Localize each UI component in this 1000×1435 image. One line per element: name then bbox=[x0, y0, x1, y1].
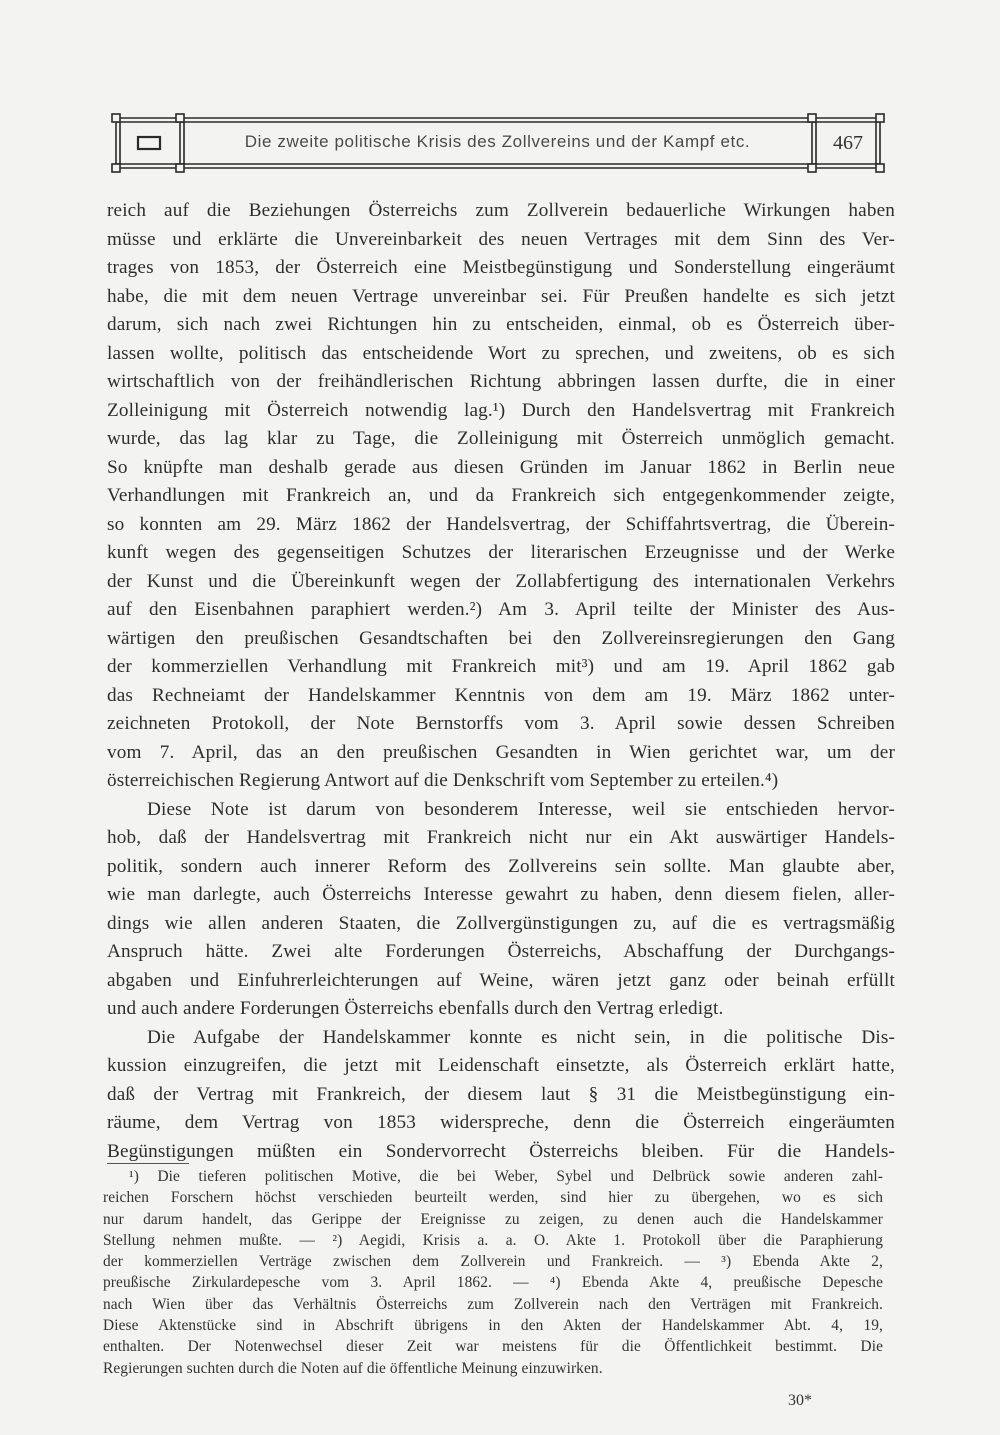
header-title: Die zweite politische Krisis des Zollvereins und der Kampf etc. bbox=[244, 132, 751, 151]
text-line: Diese Note ist darum von besonderem Interesse, weil sie entschieden hervor- bbox=[147, 798, 895, 820]
text-line: österreichischen Regierung Antwort auf die Denkschrift vom September zu erteilen.⁴) bbox=[107, 770, 779, 791]
body-text bbox=[107, 197, 895, 1166]
text-line: darum, sich nach zwei Richtungen hin zu entscheiden, einmal, ob es Österreich über- bbox=[107, 314, 895, 335]
text-line: vom 7. April, das an den preußischen Gesandten in Wien gerichtet war, um der bbox=[107, 741, 895, 763]
text-line: kunft wegen des gegenseitigen Schutzes der literarischen Erzeugnisse und der Werke bbox=[107, 542, 895, 563]
footnote-line: nur darum handelt, das Gerippe der Ereignisse zu zeigen, zu denen auch die Handelskammer bbox=[103, 1210, 883, 1228]
signature-mark: 30* bbox=[788, 1392, 812, 1409]
text-line: der Kunst und die Übereinkunft wegen der Zollabfertigung des internationalen Verkehrs bbox=[107, 570, 895, 592]
text-line: lassen wollte, politisch das entscheidende Wort zu sprechen, und zweitens, ob es sich bbox=[107, 342, 895, 364]
footnotes bbox=[103, 1166, 883, 1379]
text-line: hob, daß der Handelsvertrag mit Frankreich nicht nur ein Akt auswärtiger Handels- bbox=[107, 827, 895, 848]
text-line: wurde, das lag klar zu Tage, die Zolleinigung mit Österreich unmöglich gemacht. bbox=[107, 428, 895, 449]
text-line: räume, dem Vertrag von 1853 widerspreche, denn die Österreich eingeräumten bbox=[107, 1112, 895, 1133]
footnote-line: ¹) Die tieferen politischen Motive, die bei Weber, Sybel und Delbrück sowie anderen zahl- bbox=[129, 1168, 883, 1185]
text-line: Zolleinigung mit Österreich notwendig lag.¹) Durch den Handelsvertrag mit Frankreich bbox=[107, 399, 895, 421]
footnote-line: nach Wien über das Verhältnis Österreichs zum Zollverein nach den Verträgen mit Frankreich. bbox=[103, 1295, 883, 1313]
text-line: habe, die mit dem neuen Vertrage unvereinbar sei. Für Preußen handelte es sich jetzt bbox=[107, 285, 895, 307]
text-line: So knüpfte man deshalb gerade aus diesen Gründen im Januar 1862 in Berlin neue bbox=[107, 456, 895, 478]
text-line: politik, sondern auch innerer Reform des Zollvereins sein sollte. Man glaubte aber, bbox=[107, 855, 895, 877]
text-line: abgaben und Einfuhrerleichterungen auf Weine, wären jetzt ganz oder beinah erfüllt bbox=[107, 969, 895, 991]
text-line: wie man darlegte, auch Österreichs Interesse gewahrt zu haben, denn diesem fielen, aller- bbox=[107, 884, 895, 905]
text-line: das Rechneiamt der Handelskammer Kenntnis von dem am 19. März 1862 unter- bbox=[107, 684, 895, 706]
footnote-line: Regierungen suchten durch die Noten auf die öffentliche Meinung einzuwirken. bbox=[103, 1359, 603, 1377]
footnote-line: Stellung nehmen mußte. — ²) Aegidi, Krisis a. a. O. Akte 1. Protokoll über die Paraphierung bbox=[103, 1231, 883, 1249]
footnote-rule bbox=[107, 1163, 189, 1164]
text-line: zeichneten Protokoll, der Note Bernstorffs vom 3. April sowie dessen Schreiben bbox=[107, 713, 895, 734]
footnote-line: enthalten. Der Notenwechsel dieser Zeit war meistens für die Öffentlichkeit bestimmt. Die bbox=[103, 1338, 883, 1356]
footnote-line: reichen Forschern höchst verschieden beurteilt werden, sind hier zu übergehen, wo es sich bbox=[103, 1189, 883, 1207]
text-line: der kommerziellen Verhandlung mit Frankreich mit³) und am 19. April 1862 gab bbox=[107, 656, 895, 677]
text-line: auf den Eisenbahnen paraphiert werden.²) Am 3. April teilte der Minister des Aus- bbox=[107, 599, 895, 620]
text-line: kussion einzugreifen, die jetzt mit Leidenschaft einsetzte, als Österreich erklärt hatte, bbox=[107, 1055, 895, 1076]
page-number: 467 bbox=[833, 132, 863, 154]
text-line: wärtigen den preußischen Gesandtschaften bei den Zollvereinsregierungen den Gang bbox=[107, 627, 895, 649]
text-line: wirtschaftlich von der freihändlerischen Richtung abbringen lassen durfte, die in einer bbox=[107, 371, 895, 392]
text-line: dings wie allen anderen Staaten, die Zollvergünstigungen zu, auf die es vertragsmäßig bbox=[107, 912, 895, 934]
text-line: trages von 1853, der Österreich eine Meistbegünstigung und Sonderstellung eingeräumt bbox=[107, 257, 895, 278]
footnote-line: Diese Aktenstücke sind in Abschrift übrigens in den Akten der Handelskammer Abt. 4, 19, bbox=[103, 1317, 883, 1335]
text-line: und auch andere Forderungen Österreichs ebenfalls durch den Vertrag erledigt. bbox=[107, 998, 724, 1019]
text-line: Begünstigungen müßten ein Sondervorrecht Österreichs bleiben. Für die Handels- bbox=[107, 1140, 895, 1162]
text-line: Anspruch hätte. Zwei alte Forderungen Österreichs, Abschaffung der Durchgangs- bbox=[107, 941, 895, 962]
text-line: Die Aufgabe der Handelskammer konnte es nicht sein, in die politische Dis- bbox=[147, 1026, 895, 1048]
text-line: daß der Vertrag mit Frankreich, der diesem laut § 31 die Meistbegünstigung ein- bbox=[107, 1083, 895, 1105]
text-line: reich auf die Beziehungen Österreichs zum Zollverein bedauerliche Wirkungen haben bbox=[107, 200, 895, 221]
text-line: müsse und erklärte die Unvereinbarkeit des neuen Vertrages mit dem Sinn des Ver- bbox=[107, 228, 895, 250]
footnote-line: preußische Zirkulardepesche vom 3. April 1862. — ⁴) Ebenda Akte 4, preußische Depesche bbox=[103, 1274, 883, 1292]
text-line: Verhandlungen mit Frankreich an, und da Frankreich sich entgegenkommender zeigte, bbox=[107, 485, 895, 506]
text-line: so konnten am 29. März 1862 der Handelsvertrag, der Schiffahrtsvertrag, die Überein- bbox=[107, 513, 895, 535]
footnote-line: der kommerziellen Verträge zwischen dem Zollverein und Frankreich. — ³) Ebenda Akte 2, bbox=[103, 1253, 883, 1271]
